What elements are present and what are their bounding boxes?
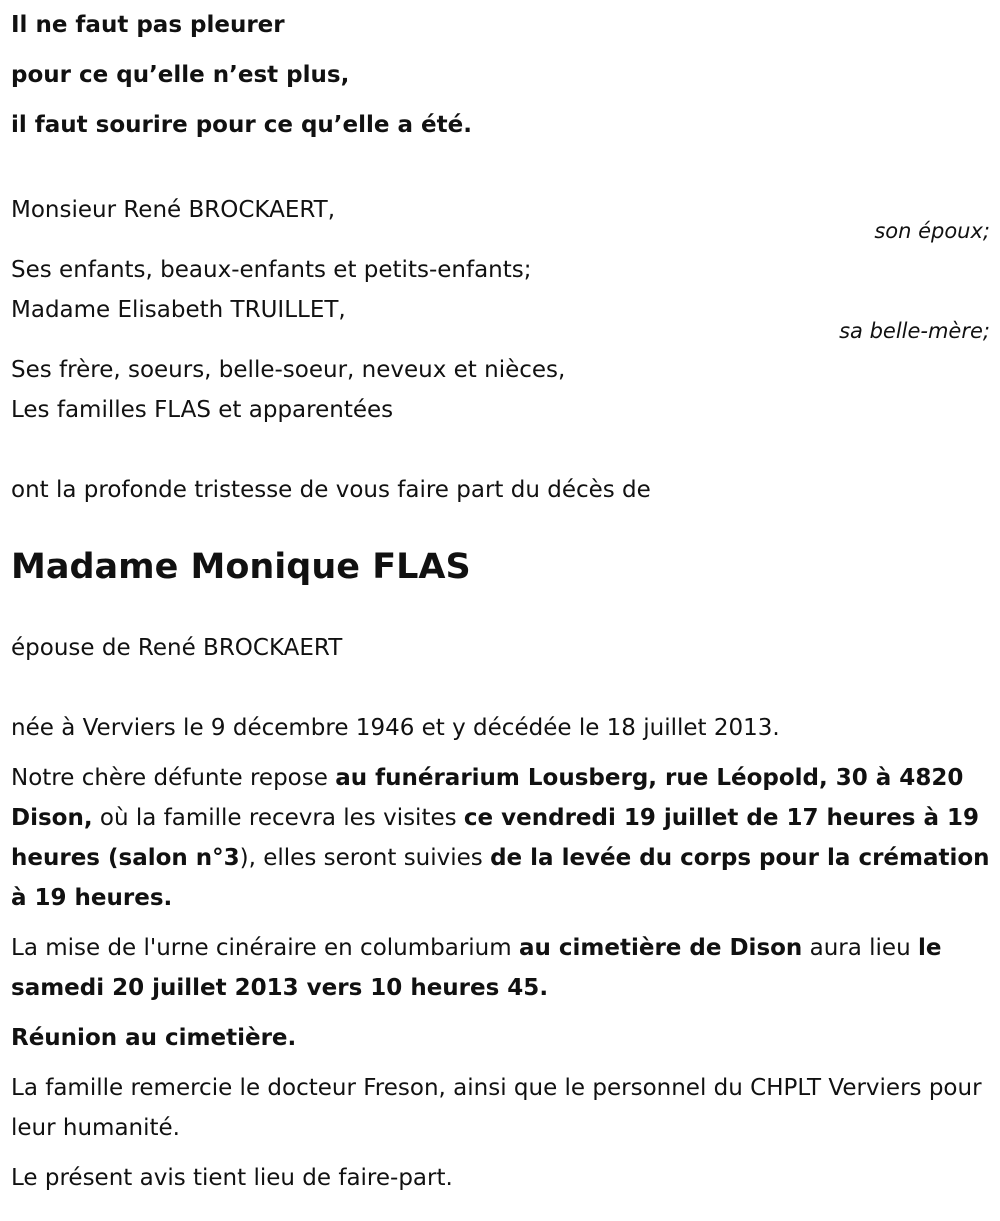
meeting-text: Réunion au cimetière. [11, 1025, 297, 1051]
urn-date: le samedi 20 juillet 2013 vers 10 heures 45. [11, 935, 942, 1001]
spouse-line: épouse de René BROCKAERT [11, 635, 343, 661]
urn-text: La mise de l'urne cinéraire en columbarium [11, 935, 519, 961]
thanks-paragraph: La famille remercie le docteur Freson, ainsi que le personnel du CHPLT Verviers pour leur humanité. [11, 1075, 982, 1141]
funeral-location: au funérarium Lousberg, rue Léopold, 30 à 4820 Dison, [11, 765, 964, 831]
funeral-text: où la famille recevra les visites [92, 805, 464, 831]
mourner-mother-in-law: Madame Elisabeth TRUILLET, [11, 297, 346, 323]
birth-death-line: née à Verviers le 9 décembre 1946 et y décédée le 18 juillet 2013. [11, 715, 780, 741]
urn-text: aura lieu [802, 935, 918, 961]
mourner-families: Les familles FLAS et apparentées [11, 397, 394, 423]
husband-relation: son époux; [874, 219, 990, 243]
meeting-line [11, 1018, 990, 1058]
cremation-info: de la levée du corps pour la crémation à 19 heures. [11, 845, 990, 911]
urn-location: au cimetière de Dison [518, 935, 803, 961]
deceased-name: Madame Monique FLAS [11, 547, 471, 587]
announcement: ont la profonde tristesse de vous faire part du décès de [11, 477, 651, 503]
mother-in-law-relation: sa belle-mère; [839, 319, 990, 343]
quote-line: il faut sourire pour ce qu’elle a été. [11, 112, 472, 138]
funeral-text: Notre chère défunte repose [11, 765, 336, 791]
visiting-hours: ce vendredi 19 juillet de 17 heures à 19 heures (salon n°3 [11, 805, 980, 871]
notice-line: Le présent avis tient lieu de faire-part. [11, 1165, 453, 1191]
quote-line: pour ce qu’elle n’est plus, [11, 62, 350, 88]
quote-line: Il ne faut pas pleurer [11, 12, 285, 38]
mourner-husband: Monsieur René BROCKAERT, [11, 197, 336, 223]
funeral-paragraph [11, 758, 990, 918]
urn-paragraph [11, 928, 990, 1008]
funeral-text: ), elles seront suivies [239, 845, 491, 871]
mourner-children: Ses enfants, beaux-enfants et petits-enfants; [11, 257, 532, 283]
mourners-list [11, 190, 990, 430]
mourner-siblings: Ses frère, soeurs, belle-soeur, neveux et nièces, [11, 357, 566, 383]
quote [11, 0, 990, 150]
